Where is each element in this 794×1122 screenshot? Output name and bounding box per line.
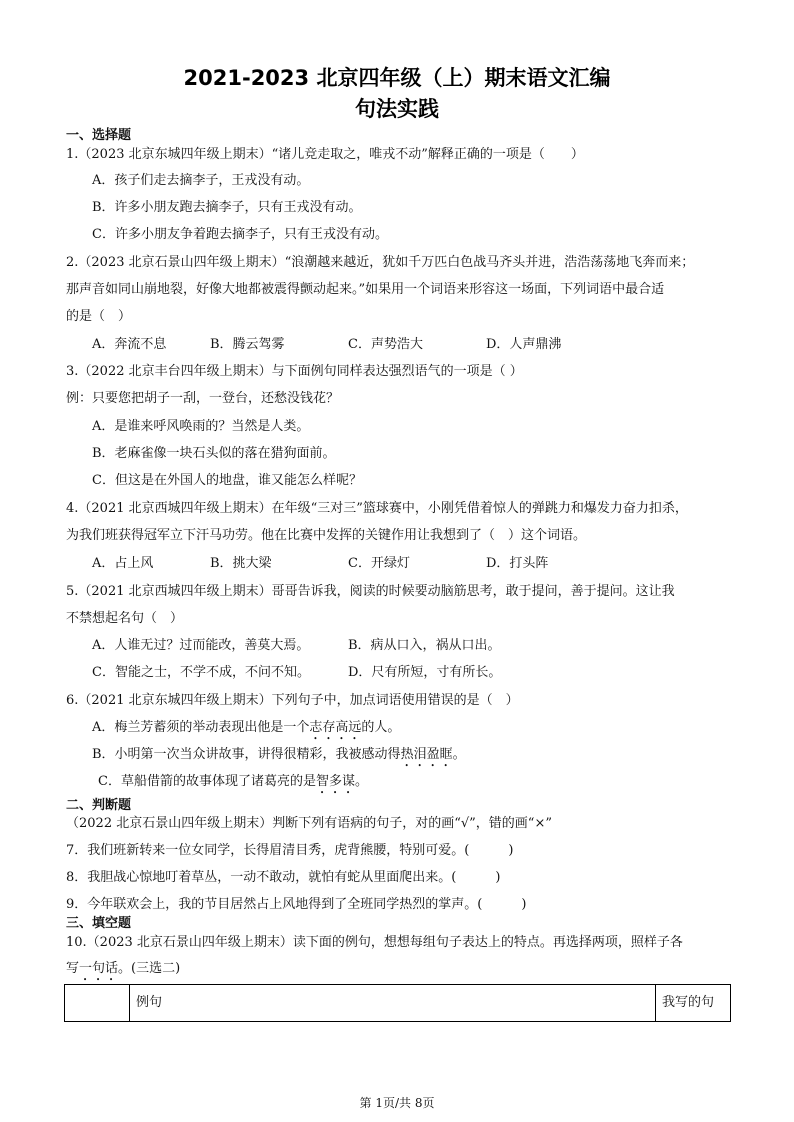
question-10-line-2-start: 写 xyxy=(66,961,80,976)
question-2-line-2: 那声音如同山崩地裂，好像大地都被震得颤动起来。”如果用一个词语来形容这一场面，下列词语中最合适 xyxy=(66,282,665,297)
question-6-option-a-end: 的人。 xyxy=(361,720,401,735)
question-5-option-c: C．智能之士，不学不成，不问不知。 xyxy=(92,665,310,680)
page-footer: 第 1页/共 8页 xyxy=(359,1096,435,1110)
dotted-word: 智多谋 xyxy=(315,774,355,789)
question-4-line-2: 为我们班获得冠军立下汗马功劳。他在比赛中发挥的关键作用让我想到了（ ）这个词语。 xyxy=(66,528,587,543)
question-1-option-a: A．孩子们走去摘李子，王戎没有动。 xyxy=(92,173,310,188)
question-6-option-b xyxy=(92,743,466,770)
question-2-option-a: A．奔流不息 xyxy=(92,337,167,352)
question-4-option-a: A．占上风 xyxy=(92,556,154,571)
judge-intro: （2022 北京石景山四年级上期末）判断下列有语病的句子，对的画“√”，错的画“×” xyxy=(66,816,552,831)
table-cell-blank xyxy=(65,985,130,1022)
question-3-option-b: B．老麻雀像一块石头似的落在猎狗面前。 xyxy=(92,446,336,461)
table-header-my-sentence: 我写的句 xyxy=(656,985,731,1022)
document-title: 2021-2023 北京四年级（上）期末语文汇编 xyxy=(183,66,611,90)
question-6-stem: 6.（2021 北京东城四年级上期末）下列句子中，加点词语使用错误的是（ ） xyxy=(66,693,519,708)
question-2-option-b: B．腾云驾雾 xyxy=(210,337,285,352)
question-6-option-a-text: A．梅兰芳蓄须的举动表现出他是一个 xyxy=(92,720,310,735)
question-3-example: 例：只要您把胡子一刮，一登台，还愁没钱花？ xyxy=(66,391,340,406)
question-6-option-b-end: 。 xyxy=(452,747,466,762)
question-4-option-b: B．挑大梁 xyxy=(210,556,272,571)
question-7: 7．我们班新转来一位女同学，长得眉清目秀，虎背熊腰，特别可爱。( ) xyxy=(66,843,514,858)
question-10-line-1: 10.（2023 北京石景山四年级上期末）读下面的例句，想想每组句子表达上的特点。再选择两项，照样子各 xyxy=(66,935,683,950)
document-subtitle: 句法实践 xyxy=(355,97,439,121)
question-6-option-c-end: 。 xyxy=(354,774,368,789)
question-3-option-c: C．但这是在外国人的地盘，谁又能怎么样呢？ xyxy=(92,473,362,488)
question-5-option-d: D．尺有所短，寸有所长。 xyxy=(348,665,502,680)
question-4-option-d: D．打头阵 xyxy=(486,556,549,571)
question-5-option-b: B．病从口入，祸从口出。 xyxy=(348,638,501,653)
dotted-word: 一句话 xyxy=(79,961,119,976)
section-heading-choice: 一、选择题 xyxy=(66,128,132,143)
table-row xyxy=(65,985,731,1022)
example-table xyxy=(64,984,731,1022)
question-2-option-c: C．声势浩大 xyxy=(348,337,423,352)
question-2-line-3: 的是（ ） xyxy=(66,309,132,324)
question-3-stem: 3.（2022 北京丰台四年级上期末）与下面例句同样表达强烈语气的一项是（ ） xyxy=(66,364,523,379)
question-5-line-2: 不禁想起名句（ ） xyxy=(66,611,184,626)
question-2-line-1: 2.（2023 北京石景山四年级上期末）“浪潮越来越近，犹如千万匹白色战马齐头并进，浩浩荡荡地飞奔而来； xyxy=(66,255,695,270)
question-1-option-b: B．许多小朋友跑去摘李子，只有王戎没有动。 xyxy=(92,200,362,215)
dotted-word: 志存高远 xyxy=(309,720,362,735)
section-heading-judge: 二、判断题 xyxy=(66,798,132,813)
question-10-line-2-end: 。(三选二) xyxy=(118,961,181,976)
question-1-stem: 1.（2023 北京东城四年级上期末）“诸儿竞走取之，唯戎不动”解释正确的一项是（ ） xyxy=(66,147,584,162)
question-4-line-1: 4.（2021 北京西城四年级上期末）在年级“三对三”篮球赛中，小刚凭借着惊人的弹跳力和爆发力奋力扣杀， xyxy=(66,501,688,516)
dotted-word: 热泪盈眶 xyxy=(400,747,453,762)
section-heading-fill: 三、填空题 xyxy=(66,916,132,931)
question-8: 8．我胆战心惊地叮着草丛，一动不敢动，就怕有蛇从里面爬出来。( ) xyxy=(66,870,501,885)
question-5-option-a: A．人谁无过？过而能改，善莫大焉。 xyxy=(92,638,310,653)
question-10-line-2 xyxy=(66,957,180,984)
table-header-example: 例句 xyxy=(130,985,656,1022)
question-1-option-c: C．许多小朋友争着跑去摘李子，只有王戎没有动。 xyxy=(92,227,388,242)
question-9: 9．今年联欢会上，我的节目居然占上风地得到了全班同学热烈的掌声。( ) xyxy=(66,897,527,912)
question-4-option-c: C．开绿灯 xyxy=(348,556,410,571)
question-3-option-a: A．是谁来呼风唤雨的？当然是人类。 xyxy=(92,419,310,434)
question-6-option-b-text: B．小明第一次当众讲故事，讲得很精彩，我被感动得 xyxy=(92,747,401,762)
question-6-option-c xyxy=(98,770,368,797)
question-6-option-c-text: C．草船借箭的故事体现了诸葛亮的是 xyxy=(98,774,316,789)
question-5-line-1: 5.（2021 北京西城四年级上期末）哥哥告诉我，阅读的时候要动脑筋思考，敢于提问，善于提问。这让我 xyxy=(66,584,675,599)
question-2-option-d: D．人声鼎沸 xyxy=(486,337,562,352)
question-6-option-a xyxy=(92,716,400,743)
